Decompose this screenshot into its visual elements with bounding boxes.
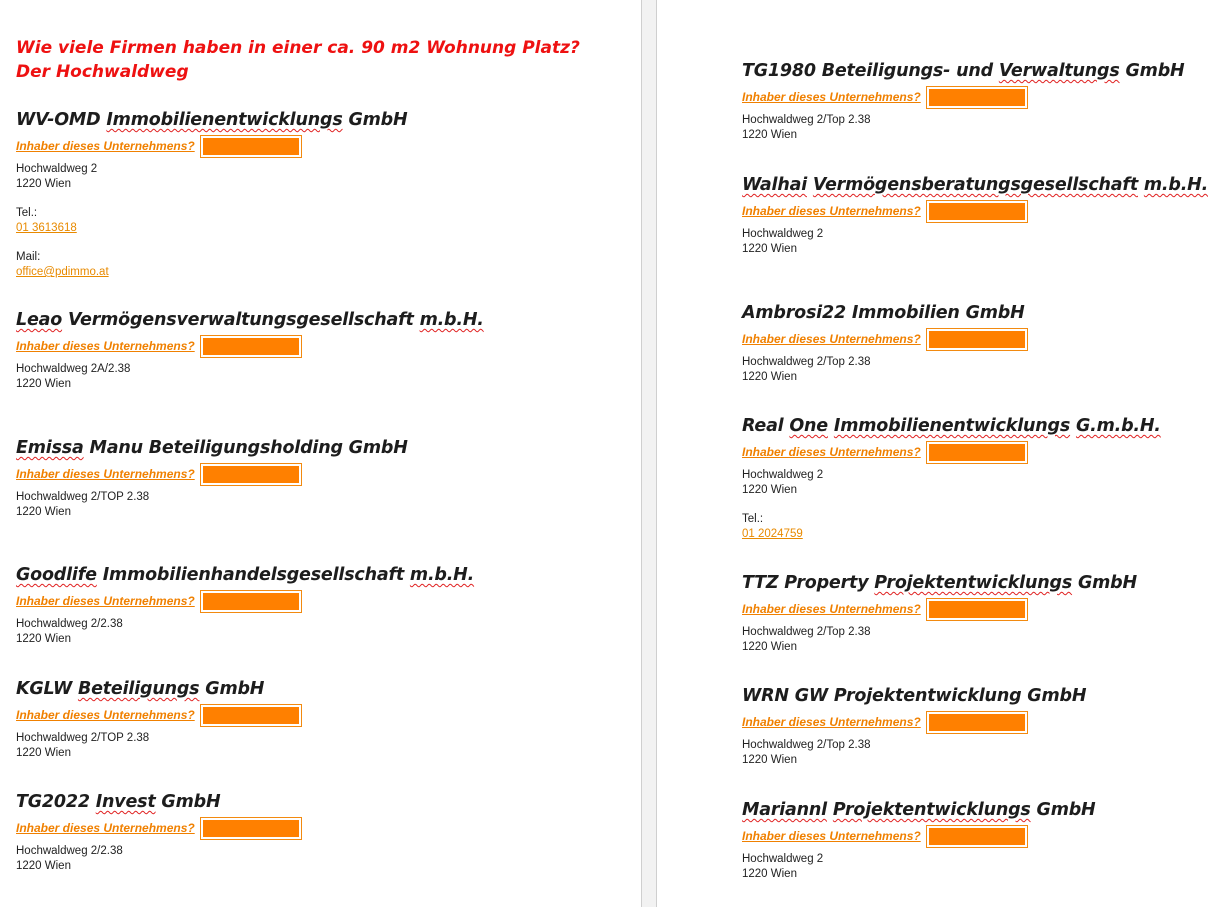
company-name-part: Manu Beteiligungsholding GmbH <box>83 438 408 458</box>
company-name-part: Ambrosi22 Immobilien GmbH <box>742 303 1025 323</box>
address-city: 1220 Wien <box>16 178 71 190</box>
company-name <box>742 415 1161 437</box>
phone-link[interactable]: 01 3613618 <box>16 222 77 234</box>
owner-claim-row <box>16 589 474 613</box>
company-name <box>742 60 1184 82</box>
spellcheck-word: Mariannl <box>742 800 827 820</box>
phone-label: Tel.: <box>16 207 38 219</box>
owner-claim-link[interactable]: Inhaber dieses Unternehmens? <box>742 445 921 459</box>
owner-claim-link[interactable]: Inhaber dieses Unternehmens? <box>16 467 195 481</box>
owner-claim-link[interactable]: Inhaber dieses Unternehmens? <box>742 332 921 346</box>
owner-claim-button-fill <box>203 593 299 610</box>
owner-claim-button-fill <box>203 466 299 483</box>
spellcheck-word: m.b.H. <box>409 565 475 585</box>
owner-claim-row <box>16 134 407 158</box>
address-street: Hochwaldweg 2/Top 2.38 <box>742 356 871 368</box>
owner-claim-link[interactable]: Inhaber dieses Unternehmens? <box>742 602 921 616</box>
owner-claim-button-fill <box>929 444 1025 461</box>
spellcheck-word: G.m.b.H. <box>1075 416 1161 436</box>
address-city: 1220 Wien <box>742 641 797 653</box>
company-name <box>16 564 474 586</box>
owner-claim-row <box>16 703 302 727</box>
owner-claim-button[interactable] <box>200 590 302 613</box>
company-entry <box>742 799 1096 882</box>
company-address <box>742 468 1161 498</box>
address-street: Hochwaldweg 2 <box>742 853 824 865</box>
company-address <box>742 852 1096 882</box>
company-name-part: TG1980 Beteiligungs- und <box>742 61 999 81</box>
page-title <box>16 36 580 84</box>
company-name-part: GmbH <box>342 110 408 130</box>
spellcheck-word: Beteiligungs <box>77 679 200 699</box>
address-city: 1220 Wien <box>742 484 797 496</box>
owner-claim-button[interactable] <box>926 825 1028 848</box>
company-entry <box>16 791 302 874</box>
owner-claim-button[interactable] <box>926 328 1028 351</box>
company-name-part: WV-OMD <box>16 110 107 130</box>
owner-claim-button-fill <box>203 338 299 355</box>
owner-claim-button-fill <box>929 828 1025 845</box>
owner-claim-row <box>742 597 1137 621</box>
spellcheck-word: Verwaltungs <box>998 61 1120 81</box>
company-address <box>742 625 1137 655</box>
owner-claim-link[interactable]: Inhaber dieses Unternehmens? <box>16 339 195 353</box>
address-street: Hochwaldweg 2/TOP 2.38 <box>16 732 150 744</box>
spellcheck-word: Invest <box>95 792 156 812</box>
company-entry <box>742 685 1086 768</box>
owner-claim-button-fill <box>203 138 299 155</box>
spellcheck-word: Projektentwicklungs <box>832 800 1031 820</box>
spellcheck-word: m.b.H. <box>419 310 484 330</box>
spellcheck-word: Immobilienentwicklungs <box>106 110 343 130</box>
owner-claim-link[interactable]: Inhaber dieses Unternehmens? <box>742 204 921 218</box>
company-name-part: TTZ Property <box>742 573 875 593</box>
company-name <box>16 437 408 459</box>
address-city: 1220 Wien <box>16 633 71 645</box>
owner-claim-row <box>16 334 484 358</box>
company-name <box>16 791 302 813</box>
address-city: 1220 Wien <box>742 868 797 880</box>
spellcheck-word: Leao <box>16 310 63 330</box>
owner-claim-row <box>742 85 1184 109</box>
phone-block <box>742 512 1161 542</box>
company-entry <box>16 437 408 520</box>
company-entry <box>16 309 484 392</box>
spellcheck-word: Walhai <box>742 175 807 195</box>
company-address <box>742 227 1208 257</box>
owner-claim-button-fill <box>203 820 299 837</box>
company-name-part: GmbH <box>1030 800 1096 820</box>
title-line-1: Wie viele Firmen haben in einer ca. 90 m2 Wohnung Platz? <box>16 38 580 58</box>
company-address <box>742 355 1028 385</box>
owner-claim-button[interactable] <box>926 711 1028 734</box>
owner-claim-button-fill <box>929 714 1025 731</box>
owner-claim-row <box>742 327 1028 351</box>
spellcheck-word: One <box>789 416 828 436</box>
address-street: Hochwaldweg 2A/2.38 <box>16 363 131 375</box>
company-name <box>16 109 407 131</box>
company-address <box>16 362 484 392</box>
spellcheck-word: Goodlife <box>16 565 97 585</box>
company-name-part: GmbH <box>199 679 265 699</box>
address-street: Hochwaldweg 2 <box>742 469 824 481</box>
company-name <box>16 309 484 331</box>
company-name-part: TG2022 <box>16 792 96 812</box>
mail-block <box>16 250 407 280</box>
owner-claim-link[interactable]: Inhaber dieses Unternehmens? <box>16 708 195 722</box>
company-entry <box>16 564 474 647</box>
address-city: 1220 Wien <box>742 243 797 255</box>
company-name-part: Real <box>742 416 790 436</box>
address-street: Hochwaldweg 2/2.38 <box>16 618 123 630</box>
company-address <box>16 162 407 192</box>
address-street: Hochwaldweg 2/2.38 <box>16 845 123 857</box>
company-entry <box>16 678 302 761</box>
address-city: 1220 Wien <box>16 378 71 390</box>
owner-claim-row <box>742 440 1161 464</box>
owner-claim-button[interactable] <box>926 200 1028 223</box>
address-street: Hochwaldweg 2 <box>16 163 98 175</box>
address-city: 1220 Wien <box>742 129 797 141</box>
company-entry <box>742 302 1028 385</box>
page-gutter <box>641 0 657 907</box>
address-street: Hochwaldweg 2/Top 2.38 <box>742 626 871 638</box>
spellcheck-word: m.b.H. <box>1143 175 1208 195</box>
owner-claim-button[interactable] <box>200 817 302 840</box>
owner-claim-link[interactable]: Inhaber dieses Unternehmens? <box>742 829 921 843</box>
address-street: Hochwaldweg 2/Top 2.38 <box>742 739 871 751</box>
company-name <box>742 685 1086 707</box>
company-name-part: Vermögensverwaltungsgesellschaft <box>62 310 420 330</box>
phone-label: Tel.: <box>742 513 764 525</box>
owner-claim-button[interactable] <box>200 135 302 158</box>
company-name <box>742 174 1208 196</box>
company-address <box>16 731 302 761</box>
phone-block <box>16 206 407 236</box>
spellcheck-word: Emissa <box>16 438 84 458</box>
address-street: Hochwaldweg 2/TOP 2.38 <box>16 491 150 503</box>
company-entry <box>742 174 1208 257</box>
company-name-part: WRN GW Projektentwicklung GmbH <box>742 686 1087 706</box>
company-entry <box>16 109 407 280</box>
address-street: Hochwaldweg 2 <box>742 228 824 240</box>
address-city: 1220 Wien <box>742 371 797 383</box>
company-address <box>742 113 1184 143</box>
owner-claim-row <box>16 462 408 486</box>
owner-claim-link[interactable]: Inhaber dieses Unternehmens? <box>742 715 921 729</box>
company-entry <box>742 572 1137 655</box>
owner-claim-row <box>742 199 1208 223</box>
owner-claim-button-fill <box>929 331 1025 348</box>
company-name-part: GmbH <box>155 792 221 812</box>
owner-claim-button[interactable] <box>200 463 302 486</box>
spellcheck-word: Immobilienentwicklungs <box>833 416 1071 436</box>
company-entry <box>742 60 1184 143</box>
mail-link[interactable]: office@pdimmo.at <box>16 266 109 278</box>
company-name <box>742 799 1096 821</box>
company-address <box>742 738 1086 768</box>
owner-claim-row <box>16 816 302 840</box>
company-address <box>16 490 408 520</box>
company-address <box>16 844 302 874</box>
company-name-part: GmbH <box>1119 61 1185 81</box>
owner-claim-button-fill <box>929 203 1025 220</box>
title-line-2: Der Hochwaldweg <box>16 62 189 82</box>
address-city: 1220 Wien <box>16 860 71 872</box>
spellcheck-word: Projektentwicklungs <box>874 573 1073 593</box>
company-name-part: GmbH <box>1072 573 1137 593</box>
owner-claim-link[interactable]: Inhaber dieses Unternehmens? <box>742 90 921 104</box>
owner-claim-button[interactable] <box>200 335 302 358</box>
owner-claim-button[interactable] <box>926 441 1028 464</box>
owner-claim-button[interactable] <box>200 704 302 727</box>
owner-claim-row <box>742 710 1086 734</box>
mail-label: Mail: <box>16 251 41 263</box>
company-address <box>16 617 474 647</box>
owner-claim-link[interactable]: Inhaber dieses Unternehmens? <box>16 139 195 153</box>
company-name <box>742 302 1028 324</box>
address-city: 1220 Wien <box>16 506 71 518</box>
owner-claim-row <box>742 824 1096 848</box>
spellcheck-word: Vermögensberatungsgesellschaft <box>812 175 1138 195</box>
company-name <box>742 572 1137 594</box>
owner-claim-button[interactable] <box>926 86 1028 109</box>
address-street: Hochwaldweg 2/Top 2.38 <box>742 114 871 126</box>
address-city: 1220 Wien <box>16 747 71 759</box>
phone-link[interactable]: 01 2024759 <box>742 528 803 540</box>
owner-claim-button-fill <box>203 707 299 724</box>
owner-claim-button-fill <box>929 601 1025 618</box>
owner-claim-button-fill <box>929 89 1025 106</box>
company-name-part: KGLW <box>16 679 78 699</box>
company-name-part: Immobilienhandelsgesellschaft <box>96 565 410 585</box>
address-city: 1220 Wien <box>742 754 797 766</box>
company-entry <box>742 415 1161 542</box>
owner-claim-link[interactable]: Inhaber dieses Unternehmens? <box>16 821 195 835</box>
owner-claim-link[interactable]: Inhaber dieses Unternehmens? <box>16 594 195 608</box>
owner-claim-button[interactable] <box>926 598 1028 621</box>
company-name <box>16 678 302 700</box>
